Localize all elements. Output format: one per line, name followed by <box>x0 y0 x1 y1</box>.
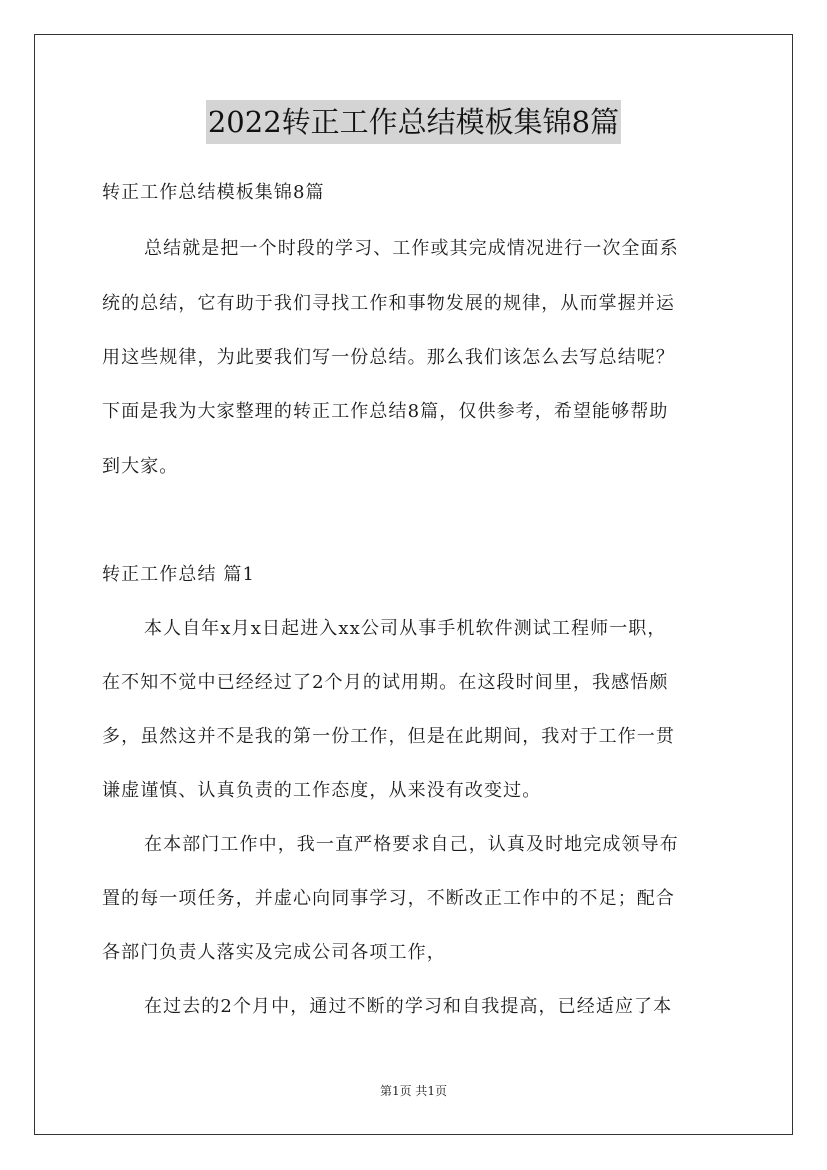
intro-line: 下面是我为大家整理的转正工作总结8篇，仅供参考，希望能够帮助 <box>102 401 669 422</box>
paragraph-line: 谦虚谨慎、认真负责的工作态度，从来没有改变过。 <box>102 780 542 801</box>
paragraph-line: 各部门负责人落实及完成公司各项工作， <box>102 942 446 963</box>
intro-line: 到大家。 <box>102 456 179 477</box>
intro-line: 统的总结，它有助于我们寻找工作和事物发展的规律，从而掌握并运 <box>102 293 675 314</box>
intro-line: 总结就是把一个时段的学习、工作或其完成情况进行一次全面系 <box>144 238 679 259</box>
paragraph-line: 置的每一项任务，并虚心向同事学习，不断改正工作中的不足；配合 <box>102 888 675 909</box>
paragraph-line: 多，虽然这并不是我的第一份工作，但是在此期间，我对于工作一贯 <box>102 726 675 747</box>
paragraph-line: 本人自年x月x日起进入xx公司从事手机软件测试工程师一职， <box>144 618 667 639</box>
document-title: 2022转正工作总结模板集锦8篇 <box>206 100 621 144</box>
section-heading: 转正工作总结 篇1 <box>102 564 256 585</box>
page-footer: 第1页 共1页 <box>379 1084 448 1098</box>
paragraph-line: 在不知不觉中已经经过了2个月的试用期。在这段时间里，我感悟颇 <box>102 672 669 693</box>
subtitle: 转正工作总结模板集锦8篇 <box>102 182 325 203</box>
intro-line: 用这些规律，为此要我们写一份总结。那么我们该怎么去写总结呢？ <box>102 347 675 368</box>
paragraph-line: 在本部门工作中，我一直严格要求自己，认真及时地完成领导布 <box>144 834 679 855</box>
paragraph-line: 在过去的2个月中，通过不断的学习和自我提高，已经适应了本 <box>144 996 673 1017</box>
title-container <box>0 100 827 144</box>
